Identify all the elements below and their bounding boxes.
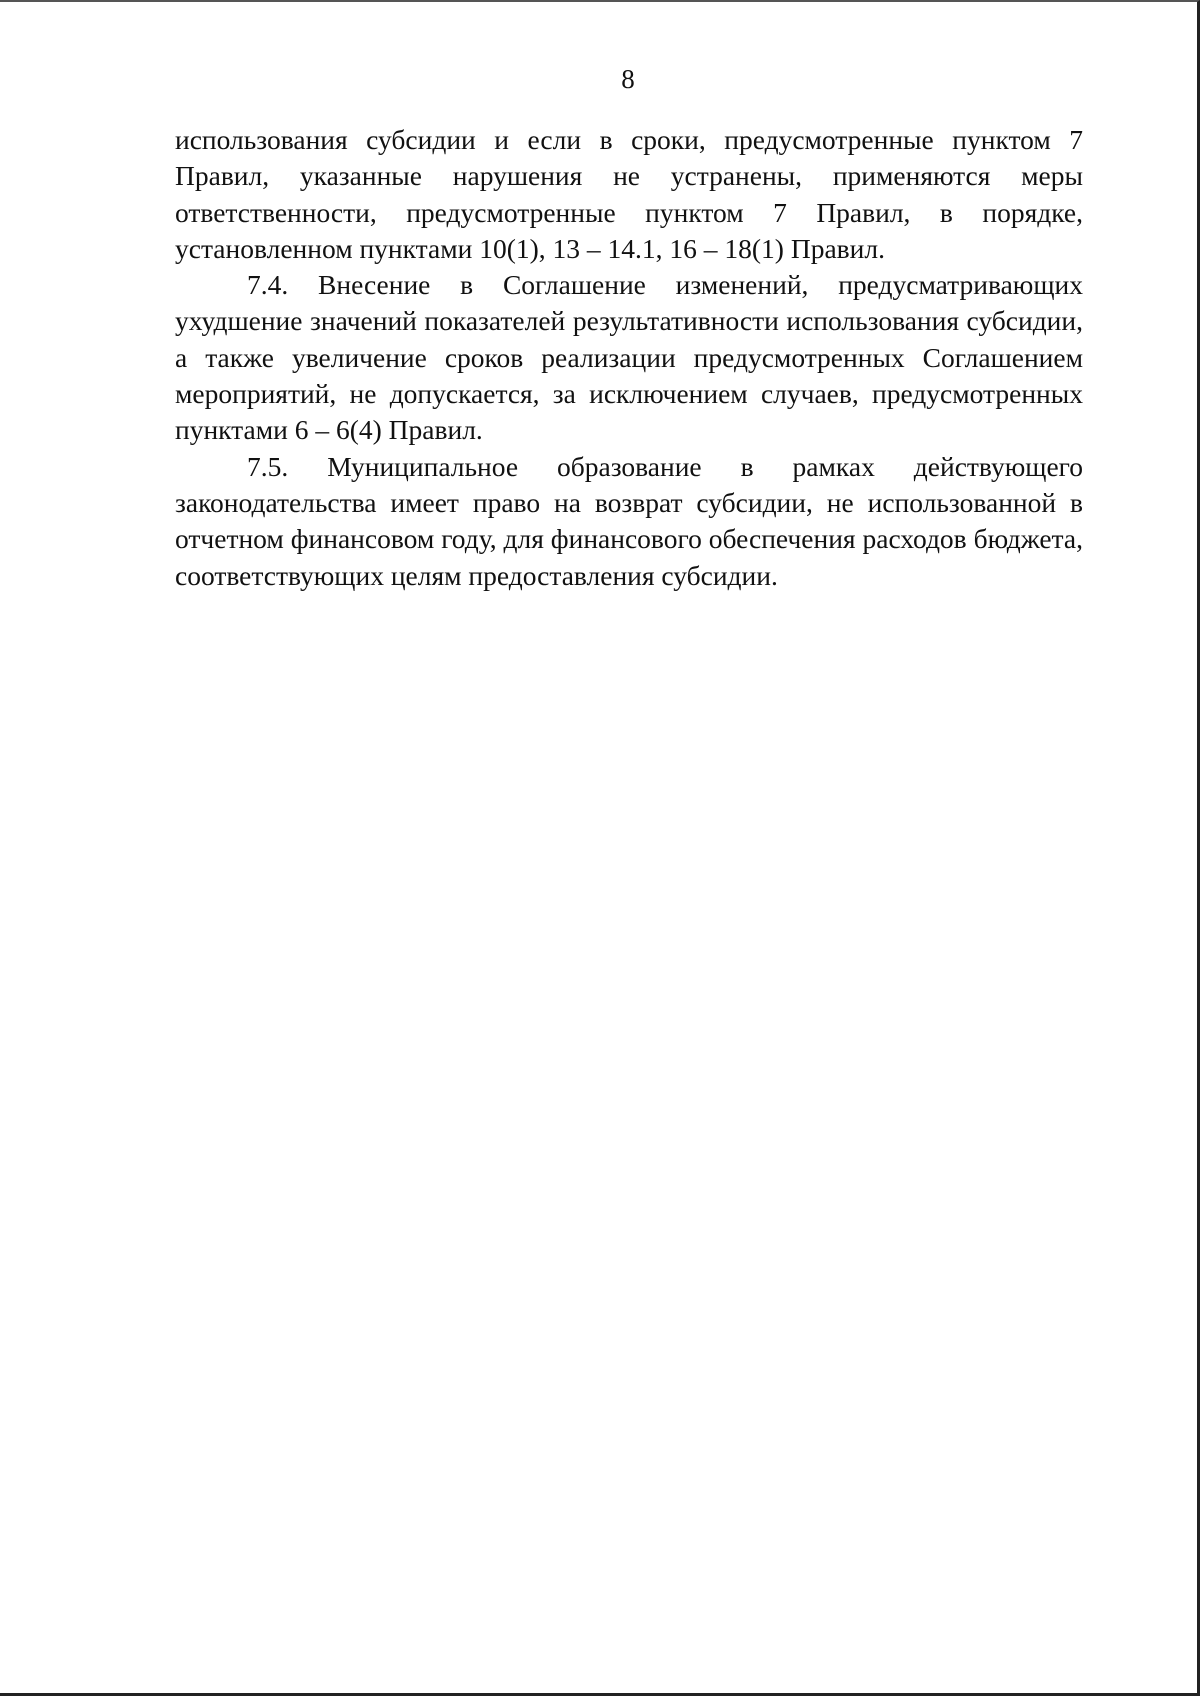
paragraph-7-5: 7.5. Муниципальное образование в рамках действующего законодательства имеет право на возврат субсидии, не использованной в отчетном финансовом году, для финансового обеспечения расходов бюджета, соответствующих целям предоставления субсидии. (175, 450, 1083, 591)
paragraph-7-4: 7.4. Внесение в Соглашение изменений, предусматривающих ухудшение значений показателей результативности использования субсидии, а также увеличение сроков реализации предусмотренных Соглашением мероприятий, не допускается, за исключением случаев, предусмотренных пунктами 6 – 6(4) Правил. (175, 269, 1083, 446)
page-number: 8 (621, 64, 635, 94)
paragraph-continuation: использования субсидии и если в сроки, предусмотренные пунктом 7 Правил, указанные нарушения не устранены, применяются меры ответственности, предусмотренные пунктом 7 Правил, в порядке, установленном пунктами 10(1), 13 – 14.1, 16 – 18(1) Правил. (175, 124, 1083, 264)
document-body (175, 122, 1083, 594)
